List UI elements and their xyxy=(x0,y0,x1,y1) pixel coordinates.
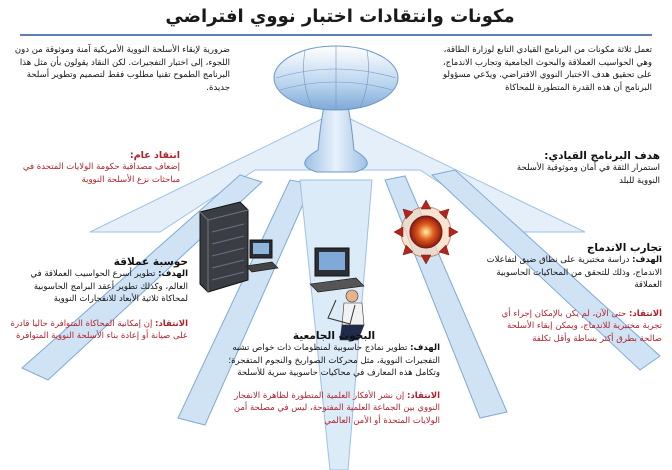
supercomputing-heading: حوسبة عملاقة xyxy=(113,256,188,268)
university-criticism-text: إن نشر الأفكار العلمية المتطورة لظاهرة الانفجار النووي بين الجماعة العلمية المفتوحة، ليس في مصلحة أمن الولايات المتحدة أو الأمن العالمي xyxy=(233,390,440,426)
university-criticism-label: الانتقاد: xyxy=(407,390,440,401)
general-criticism-text: إضعاف مصداقية حكومة الولايات المتحدة في مباحثات نزع الأسلحة النووية xyxy=(22,162,180,185)
fusion-goal-label: الهدف: xyxy=(632,255,662,265)
supercomputing-goal-label: الهدف: xyxy=(158,269,188,279)
university-goal-label: الهدف: xyxy=(410,343,440,353)
fusion-criticism xyxy=(484,308,662,346)
fusion-criticism-text: حتى الآن، لم يكن بالإمكان إجراء أي تجربة مختبرية للاندماج، ويمكن إبقاء الأسلحة صالحة بطرق أكثر بساطة وأقل تكلفة xyxy=(501,308,662,344)
program-goal-text: استمرار الثقة في أمان وموثوقية الأسلحة النووية للبلد xyxy=(516,163,660,186)
university-criticism xyxy=(228,390,440,428)
supercomputing-goal-text: تطوير أسرع الحواسيب العملاقة في العالم، وكذلك تطوير أعقد البرامج الحاسوبية لمحاكاة ثلاثية الأبعاد للانفجارات النووية xyxy=(30,269,188,304)
university-goal xyxy=(228,342,440,380)
supercomputing-section xyxy=(10,256,188,343)
title-divider xyxy=(20,34,652,36)
page-title: مكونات وانتقادات اختبار نووي افتراضي xyxy=(165,6,515,27)
university-goal-text: تطوير نماذج حاسوبية لمنظومات ذات خواص تشبه التفجيرات النووية، مثل محركات الصواريخ والنجوم المتفجرة؛ وتكامل هذه المعارف في محاكيات حاسوبية سرية للأسلحة xyxy=(228,343,440,378)
supercomputing-criticism-label: الانتقاد: xyxy=(155,318,188,329)
supercomputing-goal xyxy=(10,268,188,306)
fusion-goal xyxy=(484,254,662,292)
fusion-goal-text: دراسة مختبرية على نطاق ضيق لتفاعلات الاندماج، وذلك للتحقق من المحاكيات الحاسوبية العملاقة xyxy=(486,255,662,290)
fusion-section xyxy=(484,242,662,345)
general-criticism-heading: انتقاد عام: xyxy=(129,150,180,161)
supercomputing-criticism-text: إن إمكانية المحاكاة المتوافرة حاليا قادرة على صيانة أو إعادة بناء الأسلحة النووية المتوافرة xyxy=(10,318,188,341)
fusion-heading: تجارب الاندماج xyxy=(586,242,662,254)
program-goal-heading: هدف البرنامج القيادي: xyxy=(544,150,660,162)
program-goal xyxy=(500,150,660,187)
intro-left-text: ضرورية لإبقاء الأسلحة النووية الأمريكية آمنة وموثوقة من دون اللجوء، إلى اختبار التفجيرات. لكن النقاد يقولون بأن مثل هذا البرنامج الطموح تقنيا مطلوب فقط لتصميم وتطوير أسلحة جديدة. xyxy=(14,45,230,93)
general-criticism xyxy=(10,150,180,186)
fusion-target-icon xyxy=(394,200,458,264)
intro-right-text: تعمل ثلاثة مكونات من البرنامج القيادي التابع لوزارة الطاقة، وهي الحواسيب العملاقة والبحوث الجامعية وتجارب الاندماج، على تحقيق هدف الاختبار النووي الافتراضي. ويدّعي مسؤولو البرنامج أن هذه القدرة المتطورة للمحاكاة xyxy=(442,45,652,93)
supercomputing-criticism xyxy=(10,318,188,343)
university-heading: البحوث الجامعية xyxy=(292,330,376,342)
university-section xyxy=(228,330,440,427)
fusion-criticism-label: الانتقاد: xyxy=(629,308,662,319)
